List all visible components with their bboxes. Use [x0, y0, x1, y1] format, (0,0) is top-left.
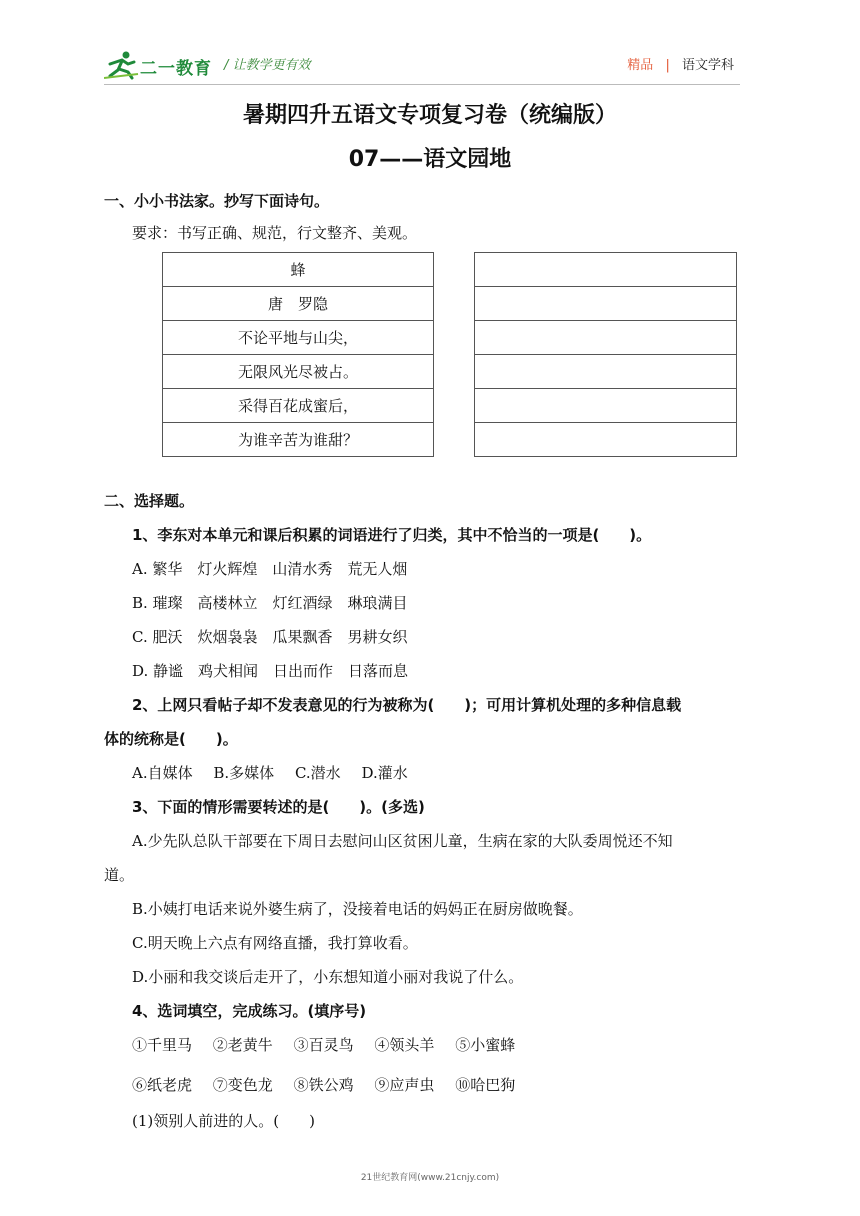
q3-stem: 3、下面的情形需要转述的是( )。(多选) [132, 798, 425, 816]
q2-option-a: A.自媒体 [132, 764, 193, 782]
q4-word: ⑧铁公鸡 [293, 1076, 354, 1094]
copy-table [474, 252, 737, 457]
q1-option-b: B. 璀璨 高楼林立 灯红酒绿 琳琅满目 [132, 594, 408, 612]
q2-options [132, 762, 424, 783]
q4-word: ①千里马 [132, 1036, 193, 1054]
q1-option-a: A. 繁华 灯火辉煌 山清水秀 荒无人烟 [132, 560, 408, 578]
header-divider [104, 84, 740, 85]
q4-word: ⑨应声虫 [374, 1076, 435, 1094]
slogan: / 让教学更有效 [224, 58, 311, 73]
q4-words-row2 [132, 1074, 531, 1095]
runner-logo-icon [104, 50, 140, 80]
poem-line: 不论平地与山尖， [163, 321, 434, 355]
poem-line: 蜂 [163, 253, 434, 287]
poem-line: 唐 罗隐 [163, 287, 434, 321]
section1-heading: 一、小小书法家。抄写下面诗句。 [104, 192, 330, 210]
q3-option-d: D.小丽和我交谈后走开了，小东想知道小丽对我说了什么。 [132, 968, 524, 986]
section2-heading: 二、选择题。 [104, 492, 195, 510]
copy-cell[interactable] [475, 389, 737, 423]
q4-word: ⑥纸老虎 [132, 1076, 193, 1094]
q4-word: ④领头羊 [374, 1036, 435, 1054]
q3-option-a-line2: 道。 [104, 866, 135, 884]
q4-word: ⑤小蜜蜂 [455, 1036, 516, 1054]
subject-label: 语文学科 [681, 58, 734, 73]
q4-words-row1 [132, 1034, 531, 1055]
page-title: 暑期四升五语文专项复习卷（统编版） [242, 103, 617, 128]
q3-option-a-line1: A.少先队总队干部要在下周日去慰问山区贫困儿童，生病在家的大队委周悦还不知 [132, 832, 673, 850]
poem-line: 无限风光尽被占。 [163, 355, 434, 389]
q4-word: ②老黄牛 [212, 1036, 273, 1054]
q4-stem: 4、选词填空，完成练习。(填序号) [132, 1002, 367, 1020]
logo [104, 50, 222, 80]
copy-cell[interactable] [475, 287, 737, 321]
q1-stem: 1、李东对本单元和课后积累的词语进行了归类，其中不恰当的一项是( )。 [132, 526, 652, 544]
q3-option-c: C.明天晚上六点有网络直播，我打算收看。 [132, 934, 418, 952]
q4-word: ⑩哈巴狗 [455, 1076, 516, 1094]
q4-sub1: (1)领别人前进的人。( ) [132, 1112, 315, 1130]
page-footer: 21世纪教育网(www.21cnjy.com) [360, 1173, 500, 1183]
section1-requirement: 要求：书写正确、规范，行文整齐、美观。 [132, 224, 418, 242]
q2-stem-line2: 体的统称是( )。 [104, 730, 238, 748]
q4-word: ③百灵鸟 [293, 1036, 354, 1054]
page-header [104, 48, 740, 82]
q2-stem-line1: 2、上网只看帖子却不发表意见的行为被称为( )；可用计算机处理的多种信息载 [132, 696, 682, 714]
copy-cell[interactable] [475, 321, 737, 355]
q1-option-d: D. 静谧 鸡犬相闻 日出而作 日落而息 [132, 662, 409, 680]
copy-cell[interactable] [475, 355, 737, 389]
q4-word: ⑦变色龙 [212, 1076, 273, 1094]
q3-option-b: B.小姨打电话来说外婆生病了，没接着电话的妈妈正在厨房做晚餐。 [132, 900, 583, 918]
page-subtitle: 07——语文园地 [348, 147, 512, 172]
quality-tag: 精品 [627, 58, 654, 73]
header-right [627, 54, 734, 73]
q1-option-c: C. 肥沃 炊烟袅袅 瓜果飘香 男耕女织 [132, 628, 408, 646]
copy-cell[interactable] [475, 423, 737, 457]
copy-cell[interactable] [475, 253, 737, 287]
poem-line: 为谁辛苦为谁甜？ [163, 423, 434, 457]
q2-option-d: D.灌水 [361, 764, 408, 782]
poem-line: 采得百花成蜜后， [163, 389, 434, 423]
header-separator: | [665, 58, 670, 73]
q2-option-b: B.多媒体 [213, 764, 275, 782]
q2-option-c: C.潜水 [294, 764, 341, 782]
logo-text: 二一教育 [140, 59, 212, 79]
poem-table [162, 252, 434, 457]
